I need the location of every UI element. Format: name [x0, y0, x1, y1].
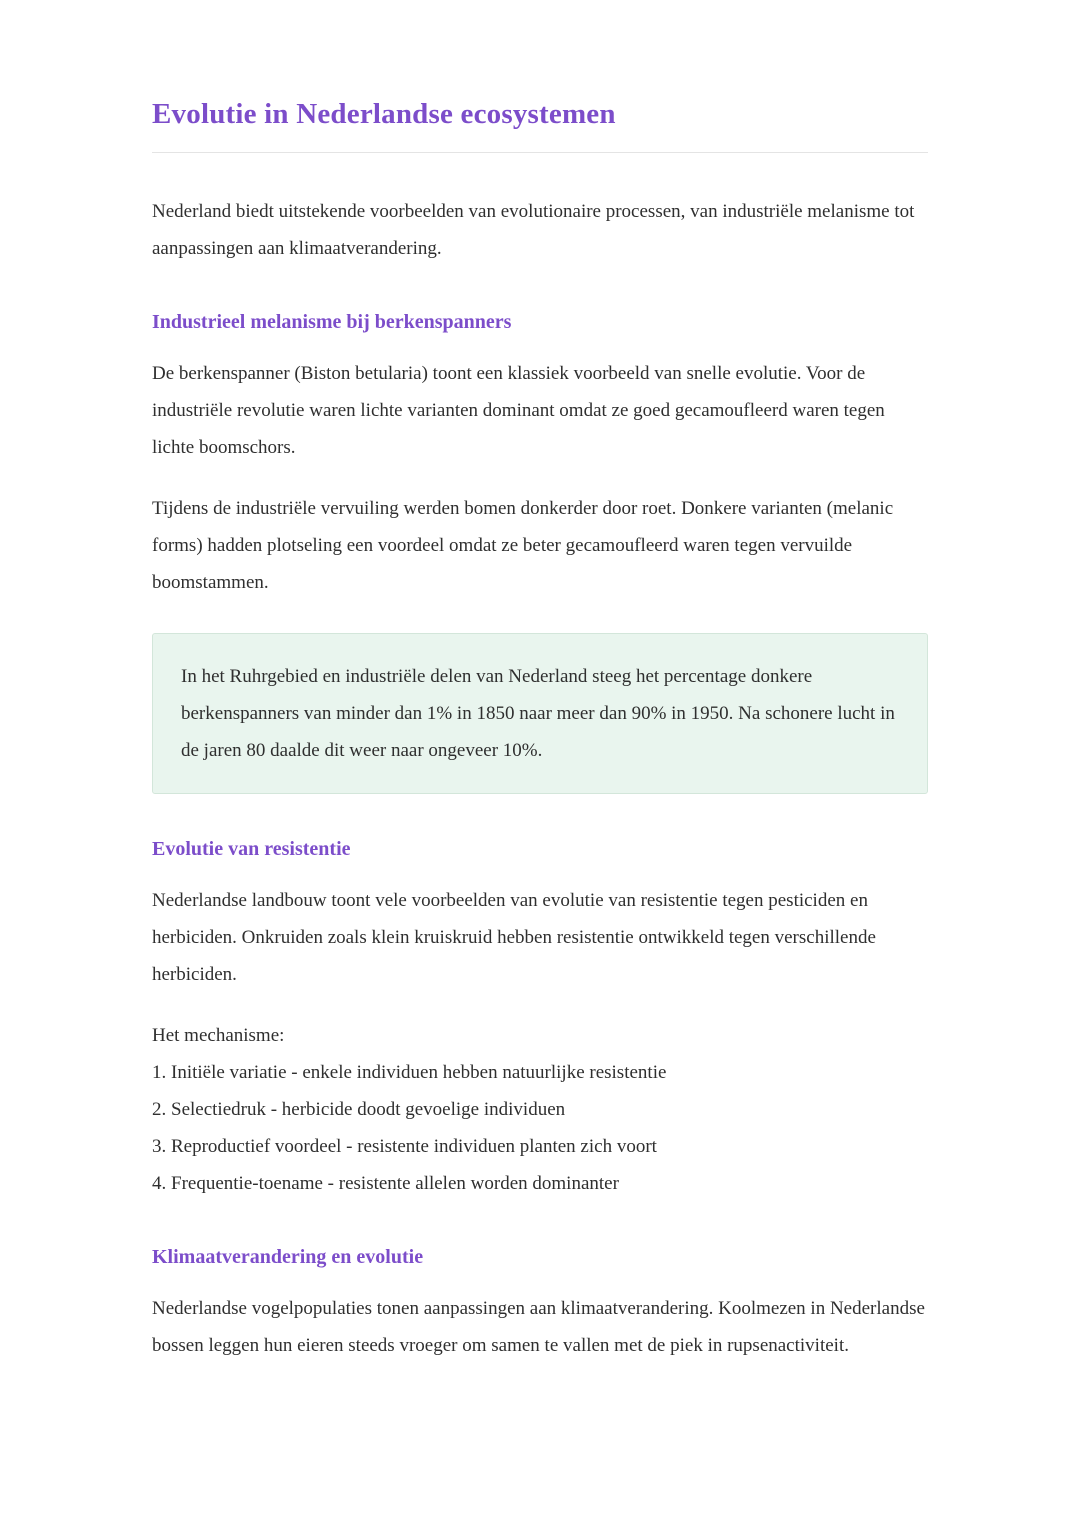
paragraph: De berkenspanner (Biston betularia) toont een klassiek voorbeeld van snelle evolutie. Voor de industriële revolutie waren lichte varianten dominant omdat ze goed gecamoufleerd waren tegen lichte boomschors.	[152, 363, 885, 459]
paragraph: Nederlandse vogelpopulaties tonen aanpassingen aan klimaatverandering. Koolmezen in Nederlandse bossen leggen hun eieren steeds vroeger om samen te vallen met de piek in rupsenactiviteit.	[152, 1298, 925, 1357]
list-intro: Het mechanisme:	[152, 1025, 285, 1047]
section-heading-evolutie-van-resistentie: Evolutie van resistentie	[152, 838, 351, 861]
highlight-callout	[152, 633, 928, 794]
list-item: 1. Initiële variatie - enkele individuen hebben natuurlijke resistentie	[152, 1062, 667, 1084]
list-item: 2. Selectiedruk - herbicide doodt gevoelige individuen	[152, 1099, 566, 1121]
list-item: 3. Reproductief voordeel - resistente individuen planten zich voort	[152, 1136, 657, 1158]
paragraph: Tijdens de industriële vervuiling werden bomen donkerder door roet. Donkere varianten (melanic forms) hadden plotseling een voordeel omdat ze beter gecamoufleerd waren tegen vervuilde boomstammen.	[152, 498, 894, 594]
section-heading-industrieel-melanisme: Industrieel melanisme bij berkenspanners	[152, 311, 512, 334]
mechanism-list	[152, 1017, 928, 1202]
list-item: 4. Frequentie-toename - resistente allelen worden dominanter	[152, 1173, 619, 1195]
intro-paragraph: Nederland biedt uitstekende voorbeelden van evolutionaire processen, van industriële melanisme tot aanpassingen aan klimaatverandering.	[152, 201, 915, 260]
paragraph: Nederlandse landbouw toont vele voorbeelden van evolutie van resistentie tegen pesticiden en herbiciden. Onkruiden zoals klein kruiskruid hebben resistentie ontwikkeld tegen verschillende herbiciden.	[152, 890, 876, 986]
callout-text: In het Ruhrgebied en industriële delen van Nederland steeg het percentage donkere berkenspanners van minder dan 1% in 1850 naar meer dan 90% in 1950. Na schonere lucht in de jaren 80 daalde dit weer naar ongeveer 10%.	[181, 666, 895, 762]
page-title: Evolutie in Nederlandse ecosystemen	[152, 98, 616, 130]
title-divider	[152, 152, 928, 153]
section-heading-klimaatverandering-en-evolutie: Klimaatverandering en evolutie	[152, 1246, 424, 1269]
